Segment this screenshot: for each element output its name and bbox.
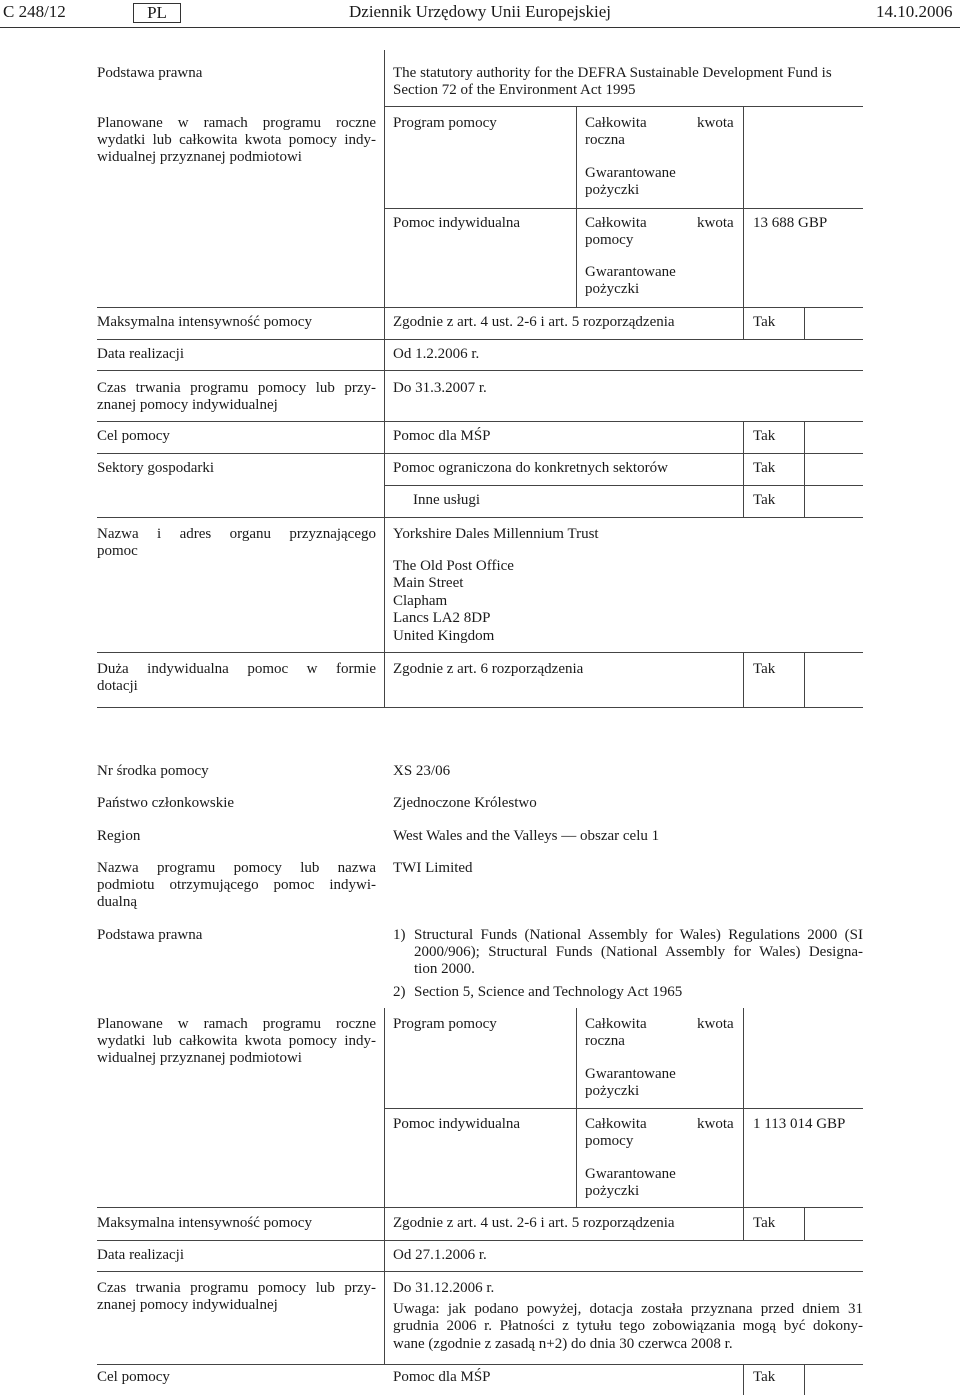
publication-date: 14.10.2006 — [876, 2, 953, 21]
column-divider — [576, 1008, 577, 1207]
amount-label: kwota — [697, 215, 734, 231]
note-line: Uwaga: jak podano powyżej, dotacja została przyznana przed dniem 31 — [393, 1301, 863, 1317]
objective-label: Cel pomocy — [97, 1369, 170, 1385]
legal-basis-label: Podstawa prawna — [97, 927, 203, 943]
duration-value: Do 31.12.2006 r. — [393, 1280, 495, 1296]
aid-label: pomocy — [585, 1133, 634, 1149]
row-divider — [97, 370, 863, 371]
implementation-date-label: Data realizacji — [97, 346, 185, 362]
member-state-label: Państwo członkowskie — [97, 795, 235, 811]
amount-label: kwota — [697, 1016, 734, 1032]
sectors-label: Sektory gospodarki — [97, 460, 215, 476]
guaranteed-loans-label: pożyczki — [585, 1083, 640, 1099]
duration-label: Czas trwania programu pomocy lub przy- — [97, 1280, 376, 1296]
row-divider — [97, 1364, 863, 1365]
granting-authority-label: pomoc — [97, 543, 138, 559]
large-grant-value: Zgodnie z art. 6 rozporządzenia — [393, 661, 584, 677]
note-line: wane (zgodnie z zasadą n+2) do dnia 30 czerwca 2008 r. — [393, 1336, 733, 1352]
annual-label: roczna — [585, 1033, 625, 1049]
amount-label: kwota — [697, 115, 734, 131]
region-label: Region — [97, 828, 141, 844]
duration-value: Do 31.3.2007 r. — [393, 380, 487, 396]
expenditure-label: widualnej przyznanej podmiotowi — [97, 1050, 302, 1066]
legal-basis-text: Section 72 of the Environment Act 1995 — [393, 82, 636, 98]
journal-title: Dziennik Urzędowy Unii Europejskiej — [349, 2, 612, 21]
implementation-date-value: Od 1.2.2006 r. — [393, 346, 480, 362]
page-reference: C 248/12 — [3, 2, 66, 21]
expenditure-label: Planowane w ramach programu roczne — [97, 115, 376, 131]
annual-label: roczna — [585, 132, 625, 148]
row-divider — [97, 652, 863, 653]
address-line: Lancs LA2 8DP — [393, 610, 491, 626]
individual-aid-amount: 1 113 014 GBP — [753, 1116, 846, 1132]
row-divider — [97, 453, 863, 454]
aid-scheme-label: Program pomocy — [393, 115, 497, 131]
column-divider — [743, 652, 744, 707]
address-line: United Kingdom — [393, 628, 495, 644]
language-badge — [133, 3, 181, 23]
checkbox-border — [804, 652, 805, 707]
total-label: Całkowita — [585, 215, 647, 231]
list-item-text: tion 2000. — [414, 961, 475, 977]
sectors-value: Pomoc ograniczona do konkretnych sektorów — [393, 460, 668, 476]
beneficiary-label: dualną — [97, 894, 137, 910]
measure-number-label: Nr środka pomocy — [97, 763, 209, 779]
guaranteed-loans-label: Gwarantowane — [585, 1166, 676, 1182]
list-number: 2) — [393, 984, 406, 1000]
row-divider — [97, 707, 863, 708]
large-grant-label: Duża indywidualna pomoc w formie — [97, 661, 376, 677]
implementation-date-label: Data realizacji — [97, 1247, 185, 1263]
individual-aid-label: Pomoc indywidualna — [393, 215, 521, 231]
other-services-value: Inne usługi — [413, 492, 481, 508]
intensity-value: Zgodnie z art. 4 ust. 2-6 i art. 5 rozporządzenia — [393, 1215, 675, 1231]
row-divider — [97, 1207, 863, 1208]
individual-aid-label: Pomoc indywidualna — [393, 1116, 521, 1132]
guaranteed-loans-label: Gwarantowane — [585, 264, 676, 280]
column-divider — [743, 1364, 744, 1395]
row-divider — [384, 208, 863, 209]
intensity-check: Tak — [753, 1215, 776, 1231]
address-line: Clapham — [393, 593, 448, 609]
column-divider — [576, 106, 577, 307]
guaranteed-loans-label: pożyczki — [585, 1183, 640, 1199]
duration-label: znanej pomocy indywidualnej — [97, 397, 278, 413]
individual-aid-amount: 13 688 GBP — [753, 215, 828, 231]
list-item-text: Structural Funds (National Assembly for Wales) Regulations 2000 (SI — [414, 927, 863, 943]
aid-label: pomocy — [585, 232, 634, 248]
column-divider — [384, 1008, 385, 1365]
guaranteed-loans-label: pożyczki — [585, 182, 640, 198]
checkbox-border — [804, 307, 805, 339]
column-divider — [743, 106, 744, 339]
expenditure-label: wydatki lub całkowita kwota pomocy indy- — [97, 1033, 376, 1049]
row-divider — [97, 421, 863, 422]
intensity-value: Zgodnie z art. 4 ust. 2-6 i art. 5 rozporządzenia — [393, 314, 675, 330]
expenditure-label: wydatki lub całkowita kwota pomocy indy- — [97, 132, 376, 148]
objective-check: Tak — [753, 428, 776, 444]
column-divider — [743, 1008, 744, 1240]
total-label: Całkowita — [585, 1016, 647, 1032]
row-divider — [384, 1108, 863, 1109]
intensity-label: Maksymalna intensywność pomocy — [97, 1215, 312, 1231]
duration-label: znanej pomocy indywidualnej — [97, 1297, 278, 1313]
address-line: Main Street — [393, 575, 464, 591]
implementation-date-value: Od 27.1.2006 r. — [393, 1247, 487, 1263]
row-divider — [384, 485, 863, 486]
granting-authority-label: Nazwa i adres organu przyznającego — [97, 526, 376, 542]
row-divider — [97, 307, 863, 308]
address-line: Yorkshire Dales Millennium Trust — [393, 526, 599, 542]
large-grant-check: Tak — [753, 661, 776, 677]
measure-number-value: XS 23/06 — [393, 763, 451, 779]
guaranteed-loans-label: Gwarantowane — [585, 1066, 676, 1082]
address-line: The Old Post Office — [393, 558, 514, 574]
intensity-label: Maksymalna intensywność pomocy — [97, 314, 312, 330]
member-state-value: Zjednoczone Królestwo — [393, 795, 537, 811]
expenditure-label: Planowane w ramach programu roczne — [97, 1016, 376, 1032]
expenditure-label: widualnej przyznanej podmiotowi — [97, 149, 302, 165]
beneficiary-value: TWI Limited — [393, 860, 473, 876]
list-item-text: Section 5, Science and Technology Act 1965 — [414, 984, 683, 1000]
region-value: West Wales and the Valleys — obszar celu 1 — [393, 828, 660, 844]
row-divider — [97, 339, 863, 340]
beneficiary-label: Nazwa programu pomocy lub nazwa — [97, 860, 376, 876]
row-divider — [384, 106, 863, 107]
language-code: PL — [147, 3, 167, 22]
large-grant-label: dotacji — [97, 678, 138, 694]
objective-check: Tak — [753, 1369, 776, 1385]
total-label: Całkowita — [585, 1116, 647, 1132]
checkbox-border — [804, 421, 805, 517]
row-divider — [97, 517, 863, 518]
other-services-check: Tak — [753, 492, 776, 508]
amount-label: kwota — [697, 1116, 734, 1132]
beneficiary-label: podmiotu otrzymującego pomoc indywi- — [97, 877, 376, 893]
column-divider — [743, 421, 744, 517]
header-rule — [0, 27, 960, 28]
duration-label: Czas trwania programu pomocy lub przy- — [97, 380, 376, 396]
objective-value: Pomoc dla MŚP — [393, 1369, 491, 1385]
checkbox-border — [804, 1207, 805, 1240]
checkbox-border — [804, 1364, 805, 1395]
guaranteed-loans-label: pożyczki — [585, 281, 640, 297]
sectors-check: Tak — [753, 460, 776, 476]
list-number: 1) — [393, 927, 406, 943]
objective-label: Cel pomocy — [97, 428, 170, 444]
legal-basis-label: Podstawa prawna — [97, 65, 203, 81]
total-label: Całkowita — [585, 115, 647, 131]
objective-value: Pomoc dla MŚP — [393, 428, 491, 444]
note-line: grudnia 2006 r. Płatności z tytułu tego zobowiązania mogą być dokony- — [393, 1318, 863, 1334]
row-divider — [97, 1271, 863, 1272]
legal-basis-text: The statutory authority for the DEFRA Sustainable Development Fund is — [393, 65, 832, 81]
intensity-check: Tak — [753, 314, 776, 330]
list-item-text: 2000/906); Structural Funds (National Assembly for Wales) Designa- — [414, 944, 863, 960]
row-divider — [97, 1240, 863, 1241]
column-divider — [384, 50, 385, 707]
aid-scheme-label: Program pomocy — [393, 1016, 497, 1032]
guaranteed-loans-label: Gwarantowane — [585, 165, 676, 181]
